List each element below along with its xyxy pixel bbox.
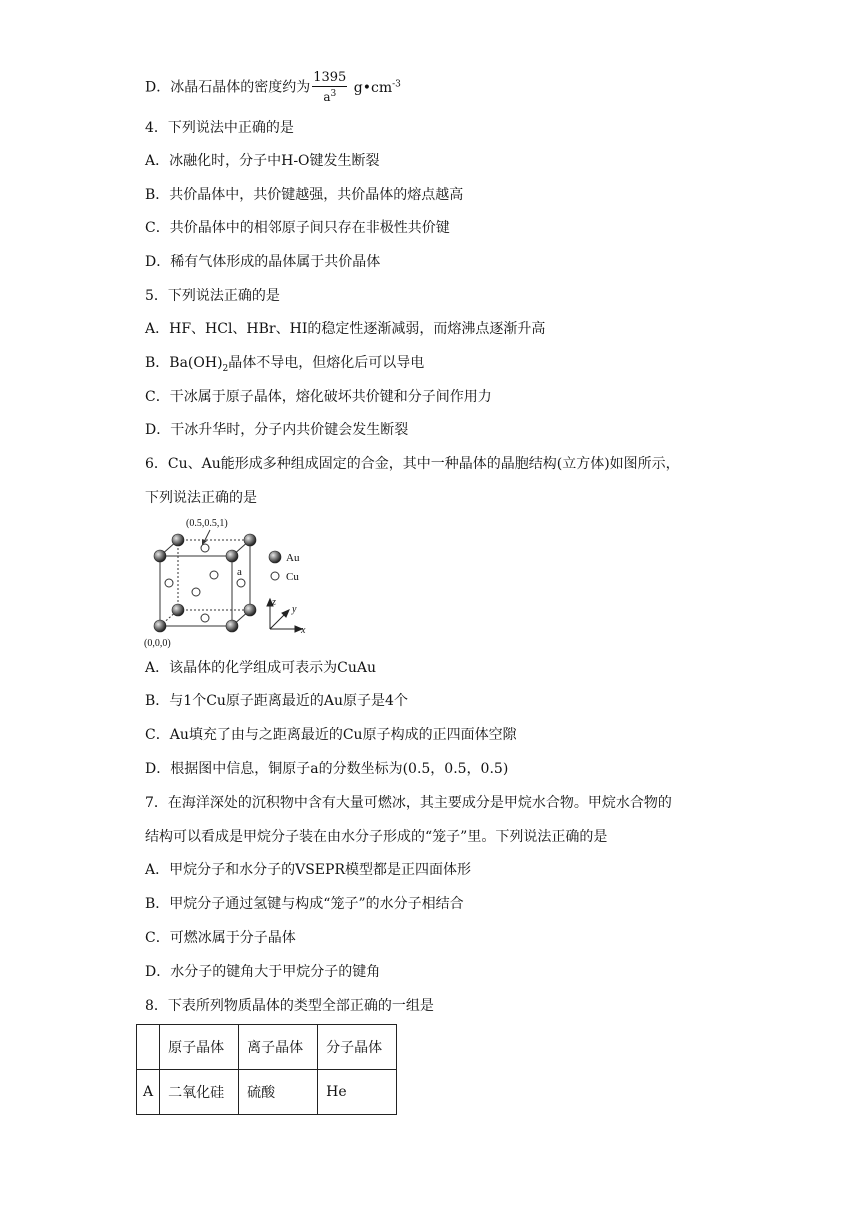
q4-option-d: D．稀有气体形成的晶体属于共价晶体 <box>145 254 381 270</box>
q5-option-c: C．干冰属于原子晶体，熔化破坏共价键和分子间作用力 <box>145 389 492 405</box>
table-header-cell: 分子晶体 <box>318 1025 397 1070</box>
unit-cell-figure <box>140 512 320 652</box>
table-header-row <box>137 1025 397 1070</box>
q5-stem: 5．下列说法正确的是 <box>145 288 280 304</box>
q4-option-a: A．冰融化时，分子中H-O键发生断裂 <box>145 153 380 169</box>
q7-option-b: B．甲烷分子通过氢键与构成“笼子”的水分子相结合 <box>145 896 464 912</box>
atom-a-label: a <box>237 566 242 578</box>
table-header-cell: 原子晶体 <box>160 1025 239 1070</box>
q6-option-b: B．与1个Cu原子距离最近的Au原子是4个 <box>145 693 408 709</box>
q5-option-b: B．$Ba(OH)_2$晶体不导电，但熔化后可以导电 <box>145 355 425 374</box>
legend-cu-label: Cu <box>286 571 299 583</box>
q7-stem-line2: 结构可以看成是甲烷分子装在由水分子形成的“笼子”里。下列说法正确的是 <box>145 829 608 845</box>
table-cell: 硫酸 <box>239 1070 318 1115</box>
crystal-type-table <box>136 1024 397 1115</box>
q7-option-c: C．可燃冰属于分子晶体 <box>145 930 296 946</box>
table-cell: A <box>137 1070 160 1115</box>
q6-option-a: A．该晶体的化学组成可表示为CuAu <box>145 660 376 676</box>
table-row <box>137 1070 397 1115</box>
q4-stem: 4．下列说法中正确的是 <box>145 120 294 136</box>
q7-stem-line1: 7．在海洋深处的沉积物中含有大量可燃冰，其主要成分是甲烷水合物。甲烷水合物的 <box>145 795 672 811</box>
q5-option-a: A．HF、HCl、HBr、HI的稳定性逐渐减弱，而熔沸点逐渐升高 <box>145 321 546 337</box>
legend-cu-icon <box>271 572 279 580</box>
table-header-cell <box>137 1025 160 1070</box>
q4-option-c: C．共价晶体中的相邻原子间只存在非极性共价键 <box>145 220 450 236</box>
axis-y-label: y <box>292 604 297 615</box>
table-header-cell: 离子晶体 <box>239 1025 318 1070</box>
q6-stem-line1: 6．Cu、Au能形成多种组成固定的合金，其中一种晶体的晶胞结构(立方体)如图所示， <box>145 456 680 472</box>
q8-stem: 8．下表所列物质晶体的类型全部正确的一组是 <box>145 998 434 1014</box>
q4-option-b: B．共价晶体中，共价键越强，共价晶体的熔点越高 <box>145 187 464 203</box>
coord-origin-label: (0,0,0) <box>144 638 171 649</box>
fraction-numerator: 1395 <box>313 70 347 85</box>
axis-z-label: z <box>272 597 276 608</box>
q6-option-c: C．Au填充了由与之距离最近的Cu原子构成的正四面体空隙 <box>145 727 517 743</box>
q3-option-d <box>145 70 401 105</box>
q6-option-d: D．根据图中信息，铜原子a的分数坐标为(0.5，0.5，0.5) <box>145 761 509 777</box>
legend-au-icon <box>269 551 281 563</box>
table-cell: He <box>318 1070 397 1115</box>
density-fraction <box>312 70 347 105</box>
q7-option-d: D．水分子的键角大于甲烷分子的键角 <box>145 964 381 980</box>
q5-option-d: D．干冰升华时，分子内共价键会发生断裂 <box>145 422 409 438</box>
fraction-denominator: $a^3$ <box>323 89 337 104</box>
q6-stem-line2: 下列说法正确的是 <box>145 490 257 506</box>
q7-option-a: A．甲烷分子和水分子的VSEPR模型都是正四面体形 <box>145 862 471 878</box>
legend-au-label: Au <box>286 552 300 564</box>
q3-d-prefix: D．冰晶石晶体的密度约为 <box>145 79 311 96</box>
table-cell: 二氧化硅 <box>160 1070 239 1115</box>
axis-x-label: x <box>301 625 306 636</box>
coord-top-label: (0.5,0.5,1) <box>186 518 228 529</box>
q3-d-unit: $g•cm^{-3}$ <box>349 78 401 96</box>
